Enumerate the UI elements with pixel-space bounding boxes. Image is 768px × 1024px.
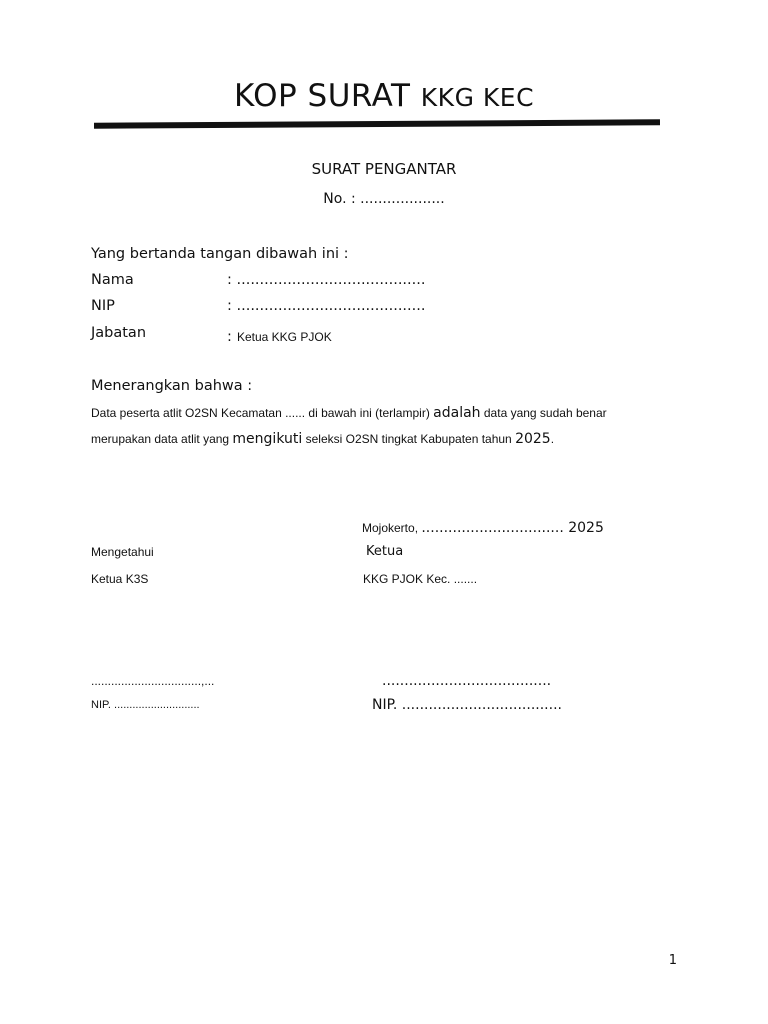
body-line-1: Data peserta atlit O2SN Kecamatan ...... di bawah ini (terlampir) adalah data yang sudah benar	[91, 405, 607, 421]
left-sign-role: Ketua K3S	[91, 572, 149, 586]
letterhead-title	[0, 78, 768, 114]
document-number: No. : ...................	[323, 191, 445, 207]
left-sign-name-line: .................................,...	[91, 674, 215, 688]
right-sign-nip: NIP. ....................................	[372, 697, 562, 713]
field-value-nama: : .........................................	[227, 272, 426, 288]
left-sign-heading: Mengetahui	[91, 545, 154, 559]
right-sign-name-line: ......................................	[382, 673, 552, 689]
field-value-nip: : .........................................	[227, 298, 426, 314]
document-title: SURAT PENGANTAR	[311, 160, 457, 178]
place-date: Mojokerto, ................................ 2025	[362, 520, 604, 536]
page-number: 1	[668, 953, 677, 968]
letterhead-main: KOP SURAT	[233, 78, 411, 114]
field-label-nama: Nama	[91, 272, 134, 288]
right-sign-heading: Ketua	[366, 544, 404, 559]
intro-text: Yang bertanda tangan dibawah ini :	[91, 246, 349, 262]
right-sign-role: KKG PJOK Kec. .......	[363, 572, 478, 586]
field-label-jabatan: Jabatan	[91, 325, 147, 341]
letterhead-divider	[94, 119, 660, 128]
letterhead-sub: KKG KEC	[420, 83, 535, 112]
explain-heading: Menerangkan bahwa :	[91, 378, 253, 394]
field-label-nip: NIP	[91, 298, 115, 314]
body-line-2: merupakan data atlit yang mengikuti seleksi O2SN tingkat Kabupaten tahun 2025.	[91, 431, 555, 447]
left-sign-nip: NIP. ............................	[91, 699, 200, 711]
field-value-jabatan: : Ketua KKG PJOK	[227, 329, 332, 345]
